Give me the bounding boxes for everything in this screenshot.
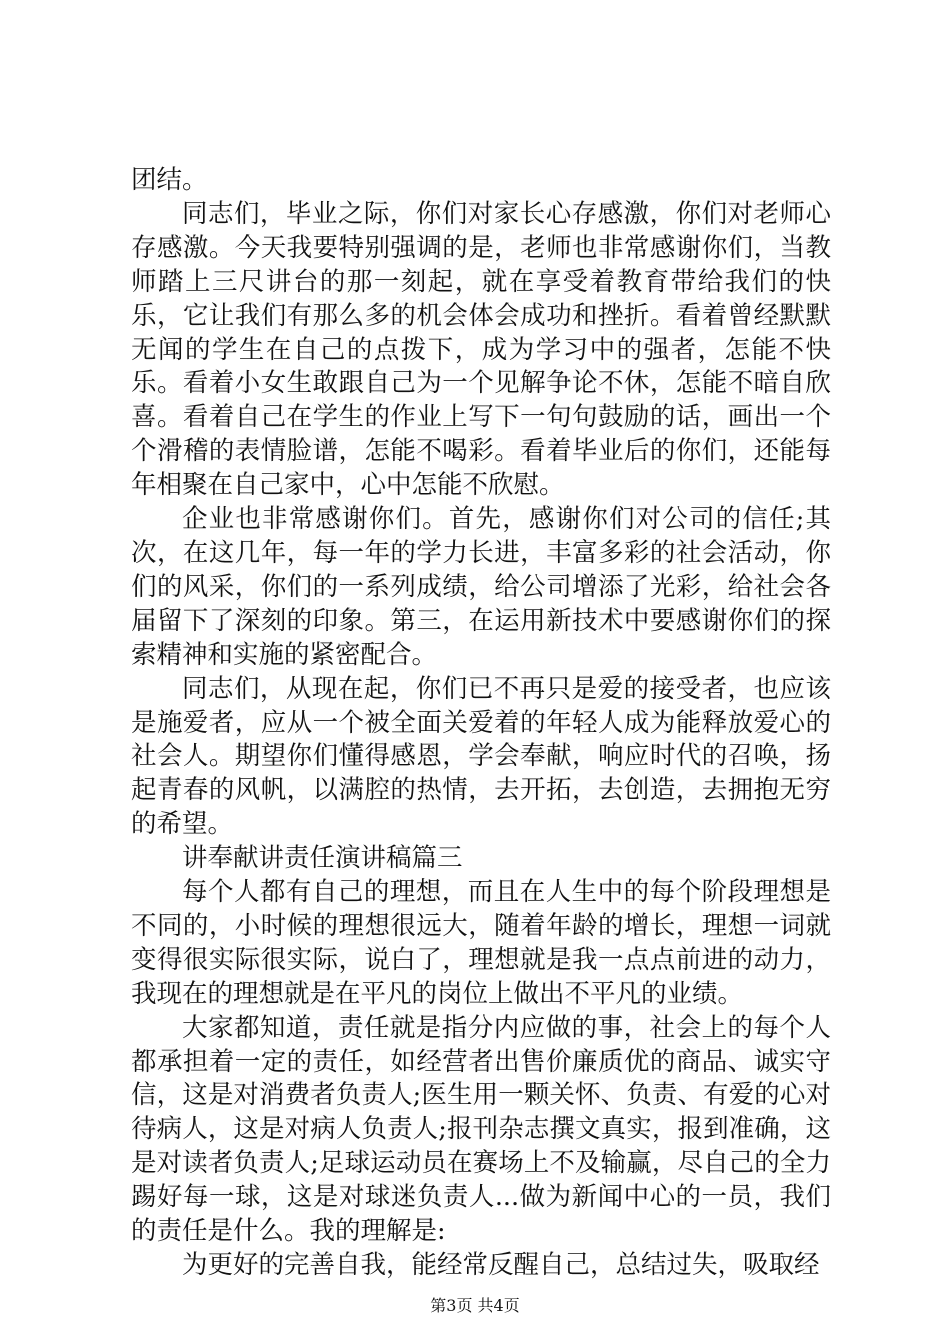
paragraph: 每个人都有自己的理想，而且在人生中的每个阶段理想是不同的，小时候的理想很远大，随着年龄的增长，理想一词就变得很实际很实际，说白了，理想就是我一点点前进的动力，我现在的理想就是在平凡的岗位上做出不平凡的业绩。 — [131, 877, 831, 1009]
section-heading: 讲奉献讲责任演讲稿篇三 — [182, 843, 463, 874]
paragraph: 企业也非常感谢你们。首先，感谢你们对公司的信任;其次，在这几年，每一年的学力长进，丰富多彩的社会活动，你们的风采，你们的一系列成绩，给公司增添了光彩，给社会各届留下了深刻的印象。第三，在运用新技术中要感谢你们的探索精神和实施的紧密配合。 — [131, 504, 831, 670]
paragraph: 为更好的完善自我，能经常反醒自己，总结过失，吸取经 — [182, 1250, 820, 1280]
page-number-footer: 第3页 共4页 — [430, 1296, 520, 1315]
paragraph: 大家都知道，责任就是指分内应做的事，社会上的每个人都承担着一定的责任，如经营者出售价廉质优的商品、诚实守信，这是对消费者负责人;医生用一颗关怀、负责、有爱的心对待病人，这是对病人负责人;报刊杂志撰文真实，报到准确，这是对读者负责人;足球运动员在赛场上不及输赢，尽自己的全力踢好每一球，这是对球迷负责人...做为新闻中心的一员，我们的责任是什么。我的理解是: — [131, 1012, 831, 1247]
paragraph: 同志们，毕业之际，你们对家长心存感激，你们对老师心存感激。今天我要特别强调的是，老师也非常感谢你们，当教师踏上三尺讲台的那一刻起，就在享受着教育带给我们的快乐，它让我们有那么多的机会体会成功和挫折。看着曾经默默无闻的学生在自己的点拨下，成为学习中的强者，怎能不快乐。看着小女生敢跟自己为一个见解争论不休，怎能不暗自欣喜。看着自己在学生的作业上写下一句句鼓励的话，画出一个个滑稽的表情脸谱，怎能不喝彩。看着毕业后的你们，还能每年相聚在自己家中，心中怎能不欣慰。 — [131, 198, 831, 501]
paragraph: 同志们，从现在起，你们已不再只是爱的接受者，也应该是施爱者，应从一个被全面关爱着的年轻人成为能释放爱心的社会人。期望你们懂得感恩，学会奉献，响应时代的召唤，扬起青春的风帆，以满腔的热情，去开拓，去创造，去拥抱无穷的希望。 — [131, 673, 831, 840]
body-text — [131, 164, 831, 1283]
paragraph: 团结。 — [131, 165, 208, 195]
